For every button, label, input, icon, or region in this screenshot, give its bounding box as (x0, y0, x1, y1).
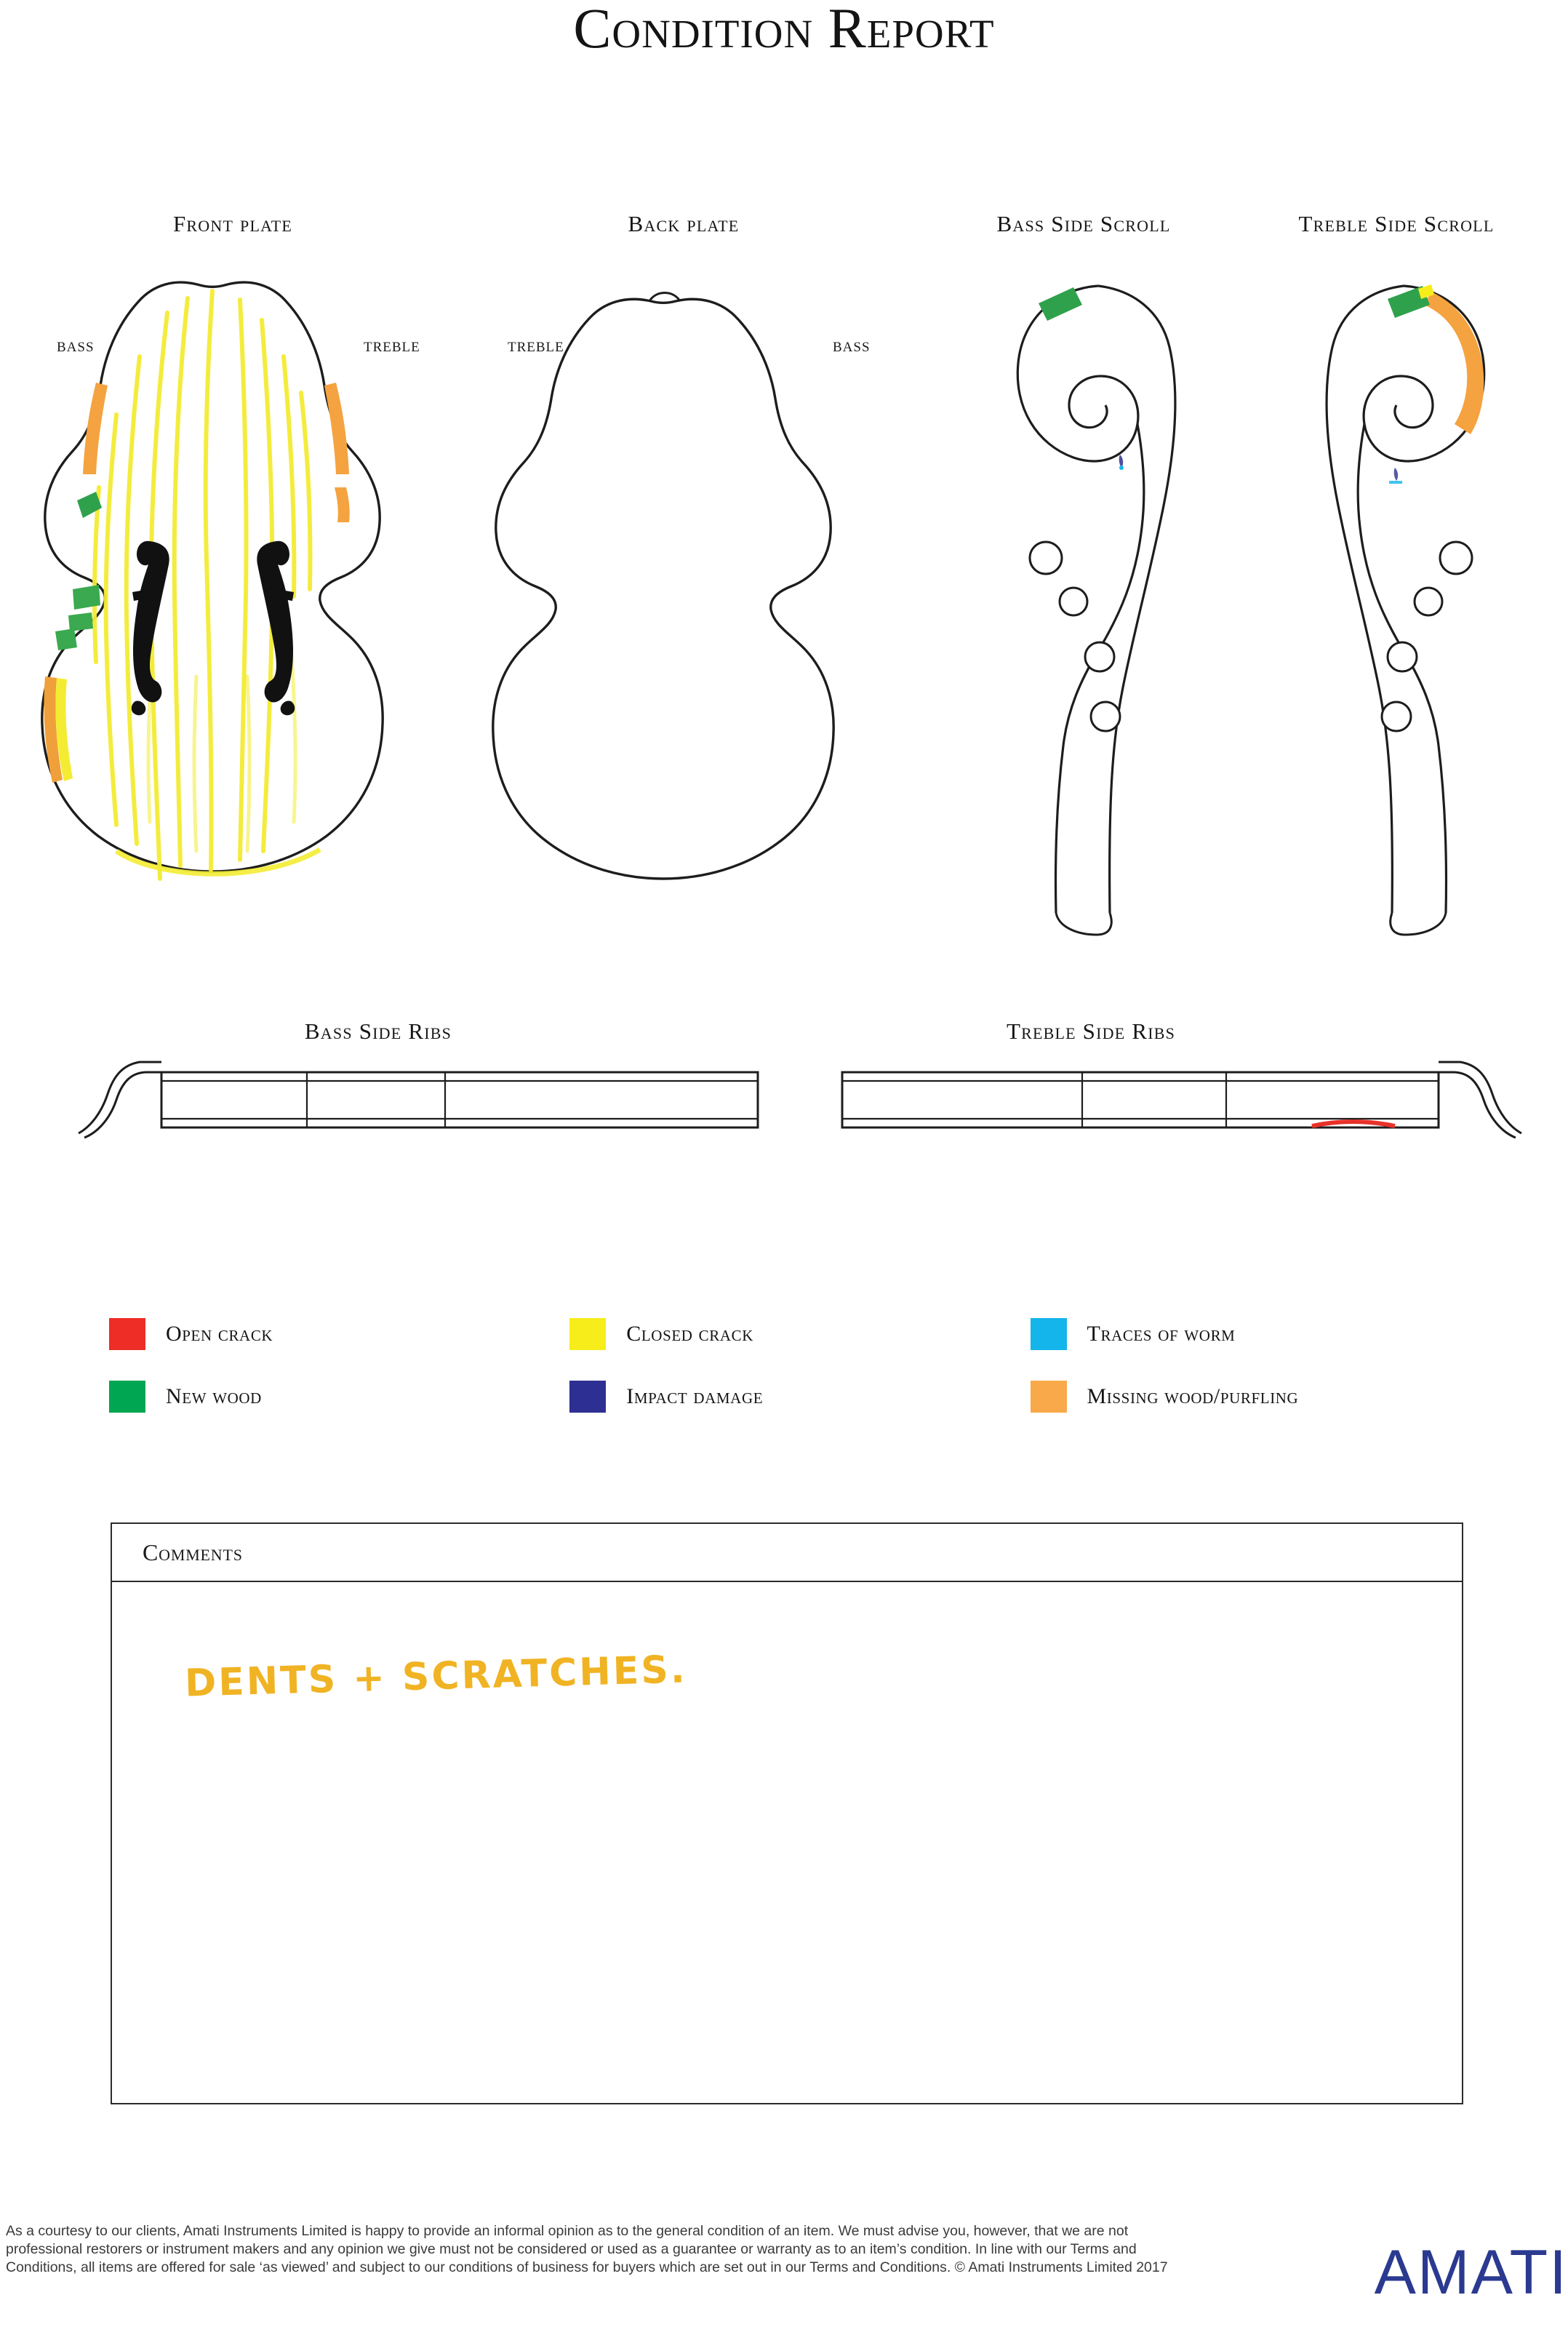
legend-label-open-crack: Open crack (166, 1322, 273, 1346)
front-plate-bass-label: BASS (57, 340, 95, 355)
legend-label-new-wood: New wood (166, 1384, 262, 1408)
legend-label-missing-wood: Missing wood/purfling (1087, 1384, 1299, 1408)
comments-heading-label: Comments (143, 1538, 243, 1565)
comments-handwritten-text: DENTS + SCRATCHES. (184, 1648, 688, 1706)
comments-header (112, 1524, 1462, 1582)
legend-swatch-closed-crack (569, 1318, 606, 1350)
legend-item-open-crack (109, 1318, 569, 1350)
legend-item-impact-damage (569, 1381, 1030, 1413)
caption-bass-side-scroll: Bass Side Scroll (996, 211, 1171, 236)
legend-row-1 (109, 1318, 1491, 1350)
legend-item-missing-wood (1031, 1381, 1491, 1413)
amati-logo: AMATI (1374, 2238, 1568, 2307)
front-plate-diagram (29, 269, 436, 967)
legend-swatch-open-crack (109, 1318, 145, 1350)
bass-side-scroll-diagram (1011, 273, 1193, 949)
back-plate-bass-label: BASS (833, 340, 871, 355)
bass-side-ribs-diagram (73, 1040, 771, 1157)
legend-item-closed-crack (569, 1318, 1030, 1350)
legend (109, 1318, 1491, 1443)
legend-swatch-missing-wood (1031, 1381, 1067, 1413)
comments-body[interactable] (112, 1582, 1462, 2103)
caption-treble-side-ribs: Treble Side Ribs (1006, 1018, 1176, 1044)
caption-front-plate: Front plate (172, 211, 293, 236)
treble-side-ribs-diagram (829, 1040, 1527, 1157)
footer-disclaimer: As a courtesy to our clients, Amati Instruments Limited is happy to provide an informal opinion as to the general condition of an item. We must advise you, however, that we are not professional restorers or instrument makers and any opinion we give must not be considered or used as a guarantee or warranty as to an item’s condition. In line with our Terms and Conditions, all items are offered for sale ‘as viewed’ and subject to our conditions of business for buyers which are set out in our Terms and Conditions. © Amati Instruments Limited 2017 (6, 2223, 1168, 2275)
legend-row-2 (109, 1381, 1491, 1413)
legend-label-impact-damage: Impact damage (626, 1384, 764, 1408)
legend-label-traces-of-worm: Traces of worm (1087, 1322, 1236, 1346)
page-title: Condition Report (573, 0, 995, 60)
legend-swatch-new-wood (109, 1381, 145, 1413)
back-plate-diagram (480, 269, 887, 967)
legend-item-new-wood (109, 1381, 569, 1413)
caption-treble-side-scroll: Treble Side Scroll (1298, 211, 1495, 236)
treble-side-scroll-diagram (1309, 273, 1491, 949)
comments-box (111, 1522, 1463, 2104)
caption-bass-side-ribs: Bass Side Ribs (304, 1018, 452, 1044)
legend-item-traces-of-worm (1031, 1318, 1491, 1350)
back-plate-treble-label: TREBLE (508, 340, 564, 355)
legend-swatch-traces-of-worm (1031, 1318, 1067, 1350)
legend-label-closed-crack: Closed crack (626, 1322, 753, 1346)
caption-back-plate: Back plate (628, 211, 740, 236)
legend-swatch-impact-damage (569, 1381, 606, 1413)
front-plate-treble-label: TREBLE (364, 340, 420, 355)
